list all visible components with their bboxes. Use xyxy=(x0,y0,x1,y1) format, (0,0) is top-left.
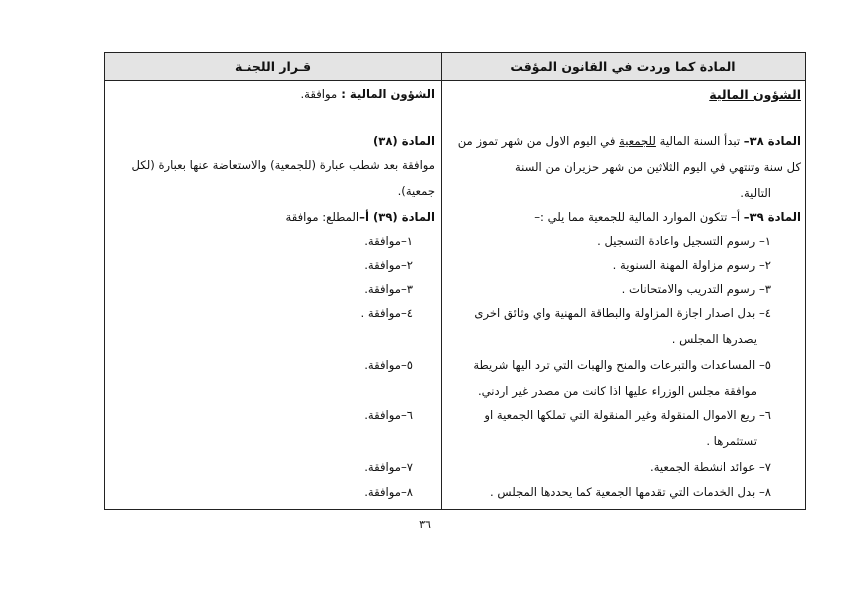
law-art39-label: المادة ٣٩– xyxy=(743,210,801,224)
decision-item-4: ٤–موافقة . xyxy=(360,306,413,320)
law-art38-text-a: تبدأ السنة المالية xyxy=(655,134,741,148)
law-item-6-line1: ٦– ريع الاموال المنقولة وغير المنقولة التي تملكها الجمعية او xyxy=(484,408,771,422)
law-item-1: ١– رسوم التسجيل واعادة التسجيل . xyxy=(597,234,771,248)
decision-section xyxy=(300,87,435,101)
law-art38-underlined: للجمعية xyxy=(619,134,656,148)
document-table xyxy=(104,52,806,510)
law-item-2: ٢– رسوم مزاولة المهنة السنوية . xyxy=(612,258,771,272)
decision-art39-text: المطلع: موافقة xyxy=(285,210,360,224)
law-item-5-line2: موافقة مجلس الوزراء عليها اذا كانت من مصدر غير اردني. xyxy=(477,384,757,398)
decision-art38-line1: موافقة بعد شطب عبارة (للجمعية) والاستعاضة عنها بعبارة (لكل xyxy=(131,158,435,172)
law-item-4-line1: ٤– بدل اصدار اجازة المزاولة والبطاقة المهنية واي وثائق اخرى xyxy=(474,306,771,320)
decision-item-7: ٧–موافقة. xyxy=(364,460,413,474)
decision-item-3: ٣–موافقة. xyxy=(364,282,413,296)
law-art39-line1 xyxy=(534,210,801,224)
law-item-5-line1: ٥– المساعدات والتبرعات والمنح والهبات التي ترد اليها شريطة xyxy=(473,358,771,372)
law-item-4-line2: يصدرها المجلس . xyxy=(671,332,757,346)
decision-item-6: ٦–موافقة. xyxy=(364,408,413,422)
header-law-text: المادة كما وردت في القانون المؤقت xyxy=(510,59,736,74)
decision-item-1: ١–موافقة. xyxy=(364,234,413,248)
header-committee-decision: قـرار اللجنـة xyxy=(234,59,312,74)
column-divider xyxy=(441,53,442,509)
decision-art39-label: المادة (٣٩) أ– xyxy=(359,210,435,224)
law-item-3: ٣– رسوم التدريب والامتحانات . xyxy=(621,282,771,296)
decision-section-value: موافقة. xyxy=(300,87,338,101)
table-header xyxy=(105,53,805,81)
decision-art38-line2: جمعية). xyxy=(397,184,435,198)
law-item-8: ٨– بدل الخدمات التي تقدمها الجمعية كما يحددها المجلس . xyxy=(490,485,771,499)
law-art38-text-b: في اليوم الاول من شهر تموز من xyxy=(457,134,620,148)
law-art38-line3: التالية. xyxy=(740,186,771,200)
decision-item-8: ٨–موافقة. xyxy=(364,485,413,499)
decision-item-2: ٢–موافقة. xyxy=(364,258,413,272)
law-art38-label: المادة ٣٨– xyxy=(743,134,801,148)
law-column xyxy=(443,82,805,509)
page-number: ٣٦ xyxy=(419,518,431,531)
law-item-7: ٧– عوائد انشطة الجمعية. xyxy=(650,460,771,474)
law-art38-line2: كل سنة وتنتهي في اليوم الثلاثين من شهر حزيران من السنة xyxy=(514,160,801,174)
decision-column xyxy=(105,82,439,509)
decision-item-5: ٥–موافقة. xyxy=(364,358,413,372)
law-item-6-line2: تستثمرها . xyxy=(706,434,757,448)
decision-section-title: الشؤون المالية : xyxy=(337,87,435,101)
law-art38-line1 xyxy=(458,134,801,148)
law-section-title: الشؤون المالية xyxy=(709,87,801,102)
law-art39-text: أ– تتكون الموارد المالية للجمعية مما يلي :– xyxy=(534,210,741,224)
decision-art39-line xyxy=(286,210,435,224)
decision-art38-label: المادة (٣٨) xyxy=(372,134,435,148)
